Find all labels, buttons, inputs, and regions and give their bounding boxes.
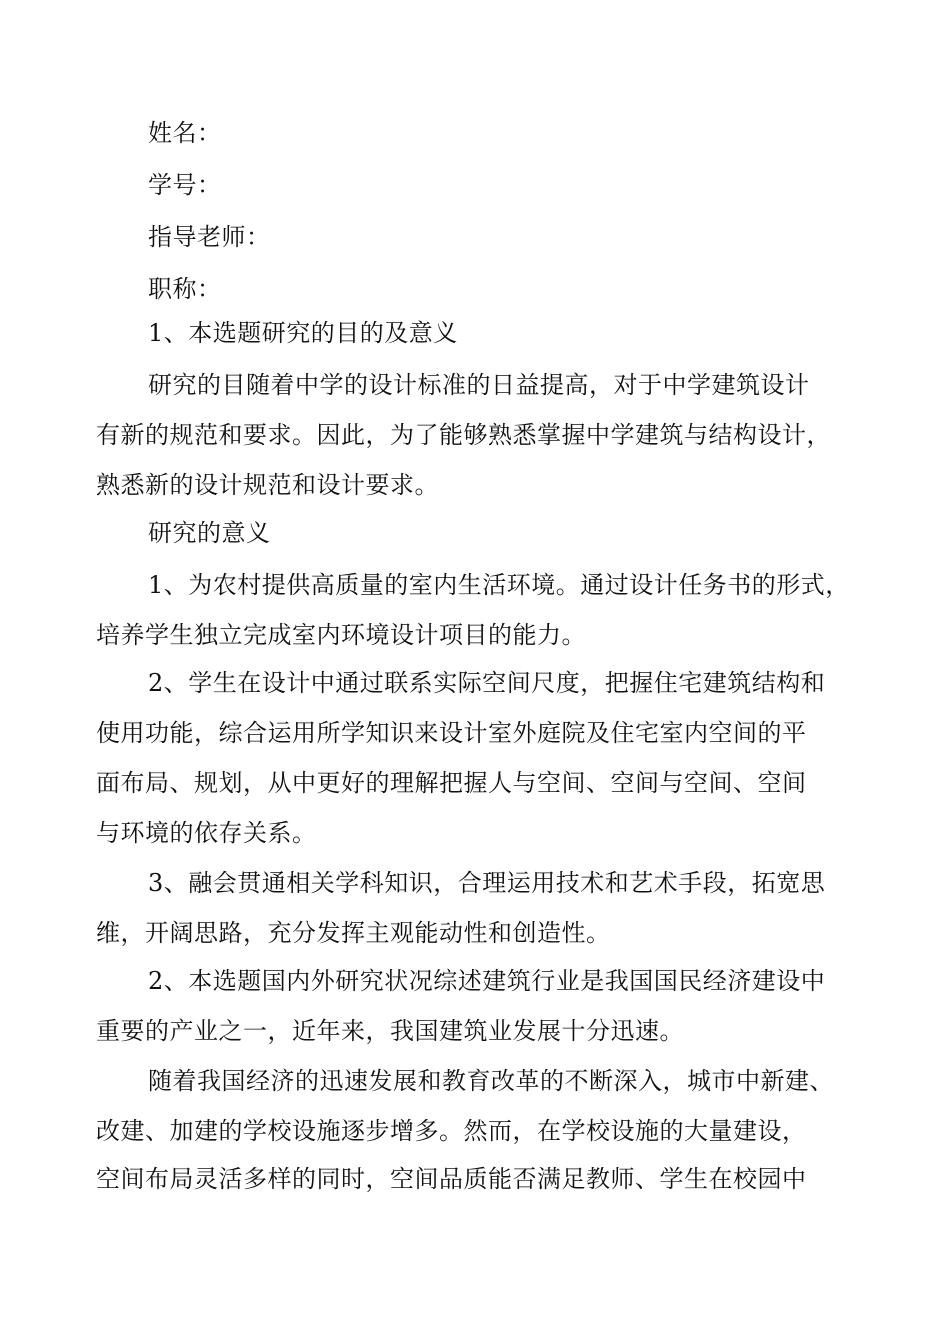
section1-heading: 1、本选题研究的目的及意义 [148, 319, 458, 347]
section2-para-line: 随着我国经济的迅速发展和教育改革的不断深入，城市中新建、 [148, 1067, 834, 1095]
advisor-label: 指导老师： [148, 223, 271, 251]
item1-line: 培养学生独立完成室内环境设计项目的能力。 [96, 621, 586, 649]
student-id-label: 学号： [148, 171, 222, 199]
item2-line: 2、学生在设计中通过联系实际空间尺度，把握住宅建筑结构和 [148, 669, 826, 697]
item1-line: 1、为农村提供高质量的室内生活环境。通过设计任务书的形式， [148, 571, 850, 599]
title-label: 职称： [148, 275, 222, 303]
purpose-line: 有新的规范和要求。因此，为了能够熟悉掌握中学建筑与结构设计， [96, 421, 831, 449]
item3-line: 3、融会贯通相关学科知识，合理运用技术和艺术手段，拓宽思 [148, 869, 826, 897]
item2-line: 面布局、规划，从中更好的理解把握人与空间、空间与空间、空间 [96, 769, 807, 797]
significance-heading: 研究的意义 [148, 519, 271, 547]
section2-heading-line: 2、本选题国内外研究状况综述建筑行业是我国国民经济建设中 [148, 967, 826, 995]
item3-line: 维，开阔思路，充分发挥主观能动性和创造性。 [96, 919, 611, 947]
section2-para-line: 空间布局灵活多样的同时，空间品质能否满足教师、学生在校园中 [96, 1165, 807, 1193]
item2-line: 与环境的依存关系。 [96, 819, 317, 847]
item2-line: 使用功能，综合运用所学知识来设计室外庭院及住宅室内空间的平 [96, 719, 807, 747]
purpose-line: 熟悉新的设计规范和设计要求。 [96, 471, 439, 499]
section2-heading-line: 重要的产业之一，近年来，我国建筑业发展十分迅速。 [96, 1017, 684, 1045]
purpose-line: 研究的目随着中学的设计标准的日益提高，对于中学建筑设计 [148, 371, 810, 399]
name-label: 姓名： [148, 119, 222, 147]
section2-para-line: 改建、加建的学校设施逐步增多。然而，在学校设施的大量建设， [96, 1117, 807, 1145]
